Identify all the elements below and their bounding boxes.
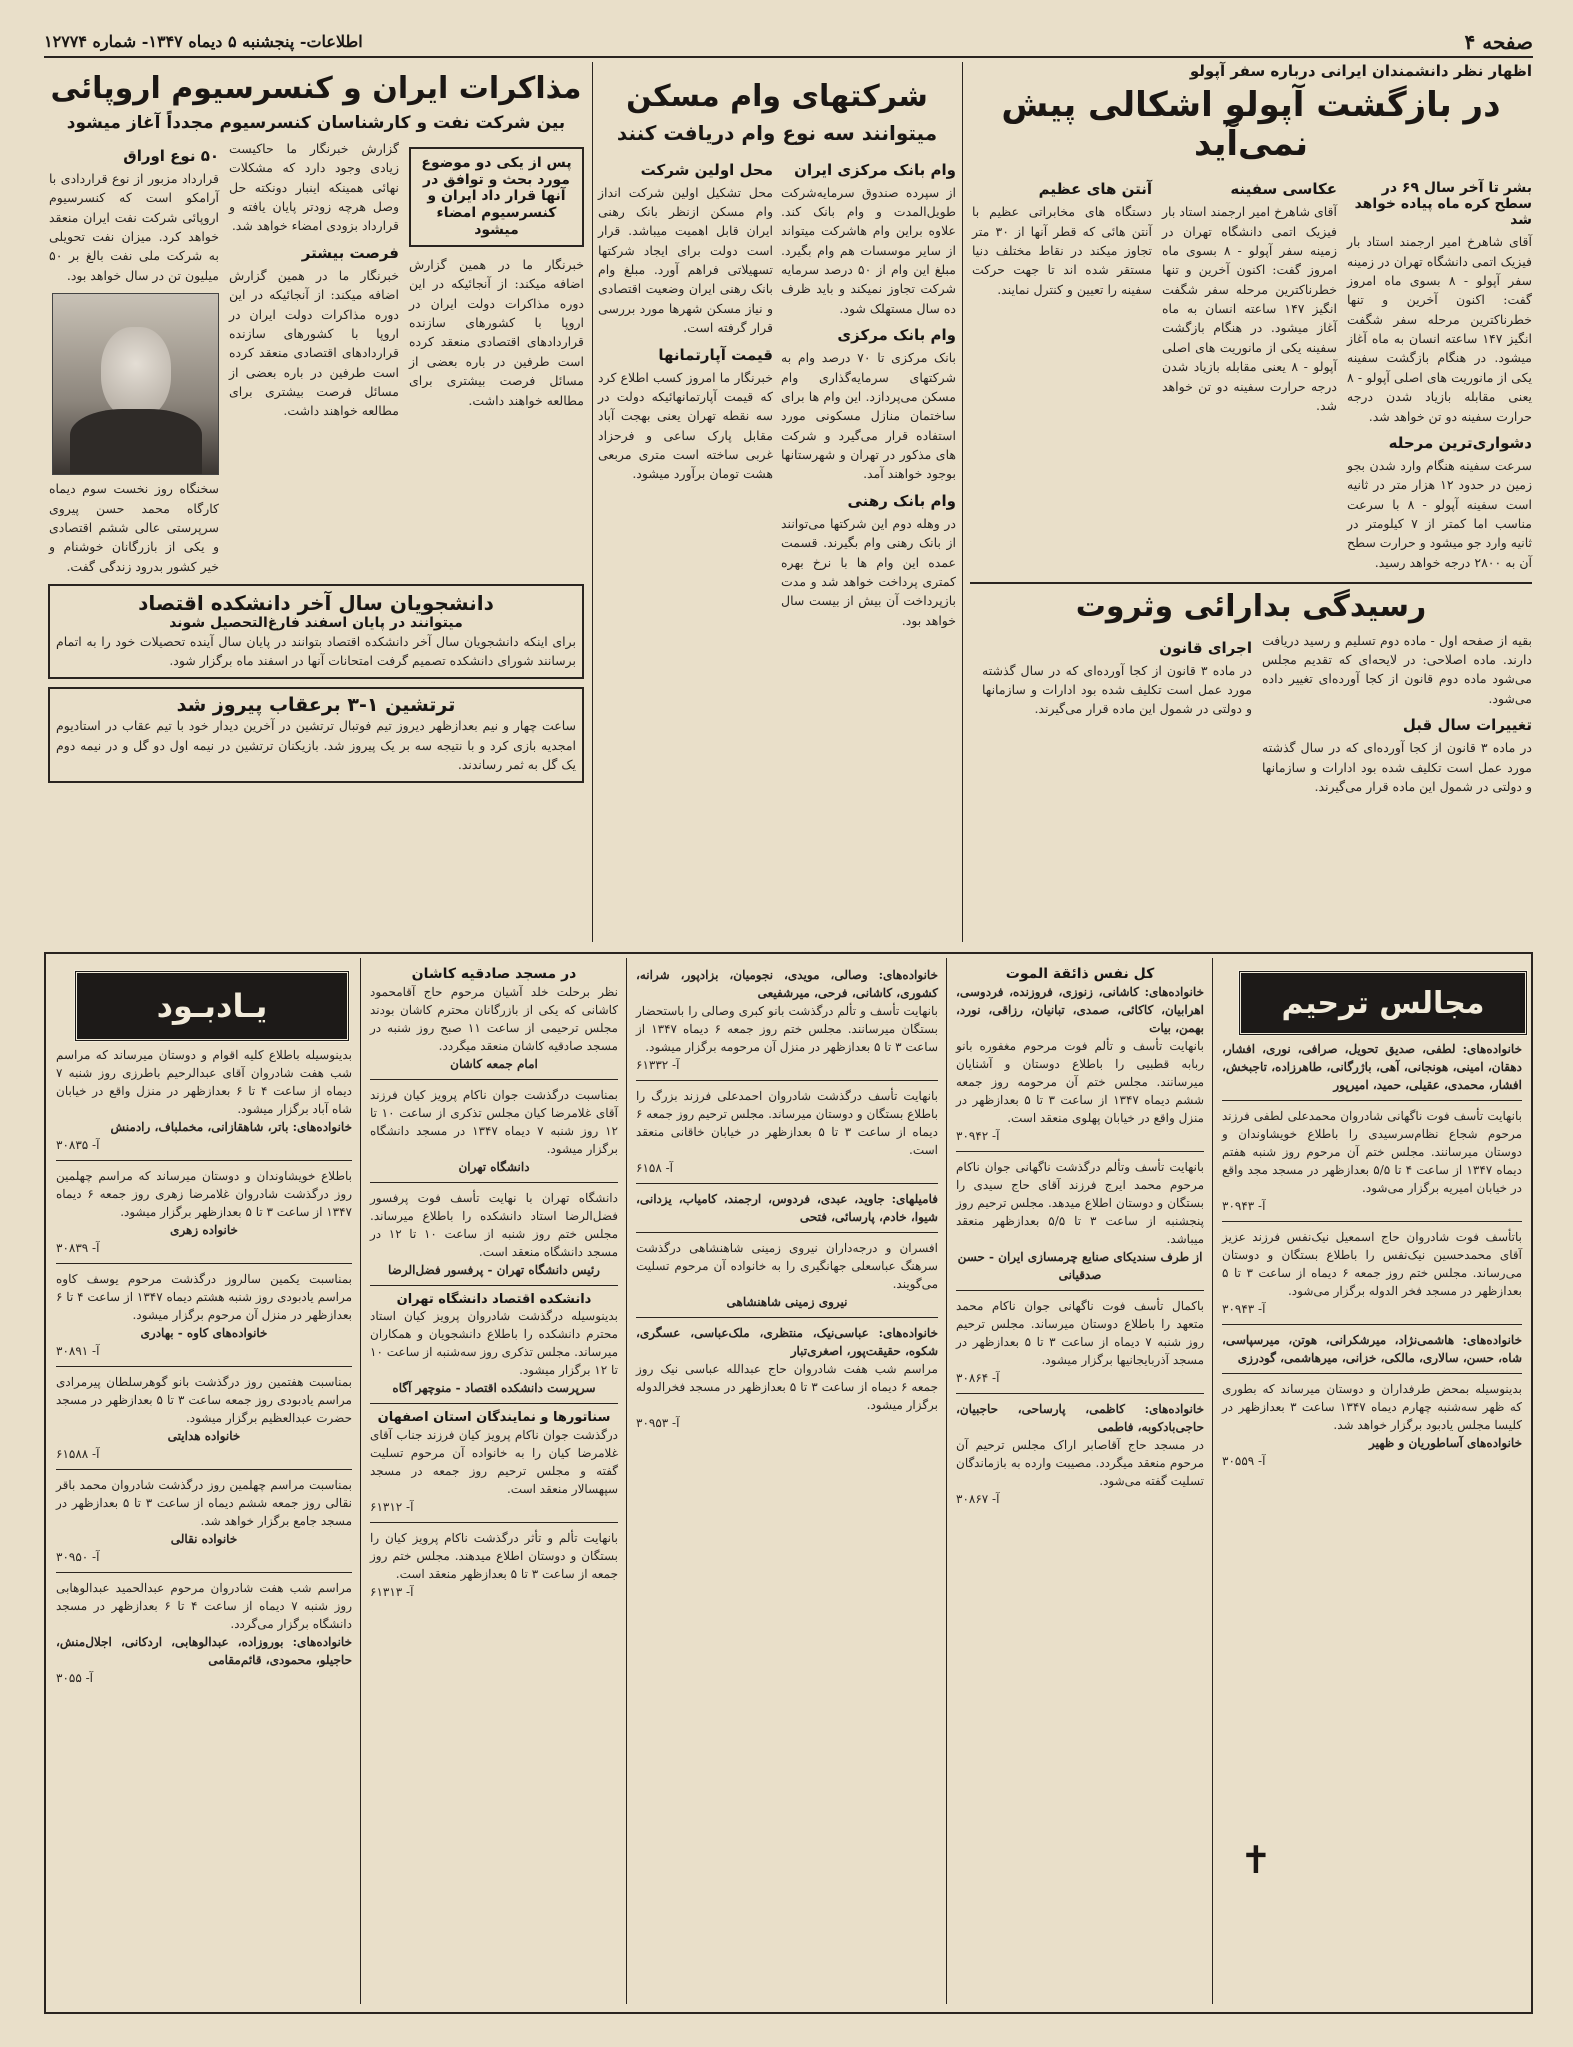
cross-icon: ✝ — [1240, 1838, 1272, 1882]
consortium-columns — [48, 139, 584, 576]
obituary-divider — [626, 958, 627, 2004]
notice-ref: آ- ۳۰۹۵۰ — [56, 1550, 100, 1564]
sports-head: ترتشین ۱-۳ برعقاب پیروز شد — [176, 693, 456, 716]
notice-ref: آ- ۳۰۹۴۳ — [1222, 1302, 1266, 1316]
notice-ref: آ- ۶۱۳۱۳ — [370, 1584, 414, 1599]
consortium-subcol-3 — [49, 139, 219, 576]
portrait-suit — [70, 409, 202, 474]
families-list: خانواده‌های کاوه - بهادری — [140, 1326, 268, 1340]
separator — [1222, 1100, 1522, 1101]
separator — [370, 1285, 618, 1286]
section-head: ۵۰ نوع اوراق — [123, 146, 219, 165]
notice-ref: آ- ۶۱۵۸ — [636, 1161, 673, 1175]
masthead-date: اطلاعات- پنجشنبه ۵ دیماه ۱۳۴۷- شماره ۱۲۷۷۴ — [44, 32, 363, 51]
housing-body-2: محل تشکیل اولین شرکت انداز وام مسکن ازنظر بانک رهنی ایران قابل اهمیت میباشد. قرار است دولت برای ایجاد شرکتها تسهیلاتی فراهم آورد. مبلغ وام بانک رهنی ایران وضعیت اقتصادی و نیاز مسکن شهرها مورد بررسی قرار گرفته است. — [598, 184, 773, 336]
notice: بمناسبت یکمین سالروز درگذشت مرحوم یوسف کاوه مراسم یادبودی روز شنبه هشتم دیماه ۱۳۴۷ از ساعت ۴ تا ۶ بعدازظهر در منزل آن مرحوم برگزار میشود. — [56, 1272, 353, 1322]
notice: بانهایت تأسف درگذشت شادروان احمدعلی فرزند بزرگ را باطلاع بستگان و دوستان میرساند. مجلس ترحیم روز جمعه ۶ دیماه از ساعت ۳ تا ۵ بعدازظهر در خیابان خاقانی منعقد است. — [636, 1089, 938, 1157]
notice: بمناسبت درگذشت جوان ناکام پرویز کیان فرزند آقای غلامرضا کیان مجلس تذکری از ساعت ۱۰ تا ۱۲ روز شنبه ۷ دیماه ۱۳۴۷ در مسجد دانشگاه برگزار میشود. — [370, 1087, 618, 1156]
separator — [1222, 1373, 1522, 1374]
notice: باتأسف فوت شادروان حاج اسمعیل نیک‌نفس فرزند عزیز آقای محمدحسین نیک‌نفس را باطلاع بستگان و دوستان می‌رساند. مجلس ختم روز جمعه ۶ دیماه از ساعت ۳ تا ۵ بعدازظهر در مسجد فخر الدوله برگزار می‌شود. — [1222, 1230, 1523, 1298]
section-head: دشواری‌ترین مرحله — [1388, 433, 1532, 452]
separator — [636, 1232, 938, 1233]
separator — [56, 1469, 352, 1470]
students-box — [48, 584, 584, 679]
apollo-subcol-2 — [1162, 172, 1337, 572]
notice: بانهایت تأسف فوت ناگهانی شادروان محمدعلی لطفی فرزند مرحوم شجاع نظام‌سرسیدی را باطلاع خویشاوندان و دوستان میرسانند. مجلس ختم آن مرحوم روز شنبه هفتم دیماه ۱۳۴۷ از ساعت ۴ تا ۵/۵ بعدازظهر در مسجد مجد واقع در خیابان امیریه برگزار می‌شود. — [1222, 1109, 1522, 1195]
banner-remembrance: یـادبـود — [74, 970, 350, 1042]
section-head: اجرای قانون — [1159, 638, 1252, 657]
separator — [56, 1366, 352, 1367]
notice-header: در مسجد صادقیه کاشان — [411, 966, 577, 982]
separator — [370, 1079, 618, 1080]
page-header — [44, 28, 1533, 58]
wealth-body-3: در ماده ۳ قانون از کجا آورده‌ای که در سال گذشته مورد عمل است تکلیف شده بود ادارات و سازمانها و دولتی در شمول این ماده قرار می‌گیرند. — [982, 662, 1252, 717]
families-list: فامیلهای: جاوید، عبدی، فردوس، ارجمند، کامیاب، یزدانی، شیوا، خادم، پارسائی، فتحی — [636, 1192, 938, 1224]
notice-ref: آ- ۳۰۵۵۹ — [1222, 1454, 1266, 1468]
separator — [956, 1290, 1204, 1291]
separator — [636, 1183, 938, 1184]
notice: بمناسبت مراسم چهلمین روز درگذشت شادروان محمد باقر نقالی روز جمعه ششم دیماه از ساعت ۳ تا ۵ بعدازظهر در مسجد جامع برگزار خواهد شد. — [56, 1478, 353, 1528]
section-head: تغییرات سال قبل — [1402, 716, 1532, 735]
notice: بانهایت تأسف وتألم درگذشت ناگهانی جوان ناکام مرحوم محمد ایرج فرزند آقای حاج سیدی را بستگان و دوستان اطلاع میدهد. مجلس ترحیم روز پنجشنبه از ساعت ۳ تا ۵/۵ بعدازظهر منعقد میباشد. — [956, 1159, 1204, 1246]
families-list: خانواده‌های: هاشمی‌نژاد، میرشکرانی، هوتن، میرسپاسی، شاه، حسن، سالاری، مالکی، خزانی، میرهاشمی، گودرزی — [1222, 1333, 1522, 1365]
wealth-body-2: در ماده ۳ قانون از کجا آورده‌ای که در سال گذشته مورد عمل است تکلیف شده بود ادارات و سازمانها و دولتی در شمول این ماده قرار می‌گیرند. — [1262, 740, 1532, 794]
notice-ref: آ- ۳۰۸۶۷ — [956, 1491, 1000, 1506]
housing-body-5: در وهله دوم این شرکتها می‌توانند از بانک رهنی وام بگیرند. قسمت عمده این وام ها با نرخ بهره کمتری پرداخت خواهد شد و مدت بازپرداخت آن بیش از بیست سال خواهد بود. — [781, 515, 956, 628]
notice: دانشگاه تهران با نهایت تأسف فوت پرفسور فضل‌الرضا استاد دانشکده را باطلاع میرساند. مجلس ختم روز شنبه از ساعت ۱۰ تا ۱۲ در مسجد دانشگاه منعقد است. — [370, 1190, 619, 1259]
consortium-body-3b: خبرنگار ما در همین گزارش اضافه میکند: از آنجائیکه در این دوره مذاکرات دولت ایران در اروپا با کشورهای سازنده قراردادهای اقتصادی منعقد کرده است طرفین در باره بعضی از مسائل فرصت بیشتری برای مطالعه خواهند داشت. — [229, 267, 399, 419]
housing-body-1: از سپرده صندوق سرمایه‌شرکت طویل‌المدت و وام بانک کند. علاوه براین وام هاشرکت میتواند از سایر موسسات هم وام بگیرد. مبلغ این وام از ۵۰ درصد سرمایه شرکت تجاوز نمیکند و باید ظرف ده سال مستهلک شود. — [781, 184, 956, 316]
headline-wealth: رسیدگی بدارائی وثروت — [1075, 589, 1427, 625]
wealth-columns — [970, 631, 1532, 797]
apollo-columns — [970, 172, 1532, 572]
separator — [56, 1263, 352, 1264]
notice-ref: سرپرست دانشکده اقتصاد - منوچهر آگاه — [392, 1381, 596, 1396]
notice-ref: آ- ۳۰۸۶۴ — [956, 1370, 1000, 1385]
section-head: قیمت آپارتمانها — [658, 345, 773, 364]
column-divider — [962, 62, 963, 942]
obituary-col-c — [636, 966, 938, 1432]
families-list: خانواده نقالی — [170, 1532, 238, 1546]
consortium-body-1: گزارش خبرنگار ما حاکیست زیادی وجود دارد که مشکلات نهائی همینکه اینبار دونکته حل وصل هرچه زودتر پایان یافته و قرارداد بزودی امضاء خواهد شد. — [229, 140, 399, 234]
headline-apollo: در بازگشت آپولو اشکالی پیش نمی‌آید — [1001, 85, 1501, 165]
kicker: اظهار نظر دانشمندان ایرانی درباره سفر آپولو — [1189, 62, 1532, 80]
banner-memorial: مجالس ترحیم — [1238, 970, 1528, 1036]
notice: باطلاع خویشاوندان و دوستان میرساند که مراسم چهلمین روز درگذشت شادروان غلامرضا زهری روز جمعه ۶ دیماه ۱۳۴۷ از ساعت ۳ تا ۵ بعدازظهر برگزار میشود. — [56, 1169, 352, 1219]
separator — [1222, 1221, 1522, 1222]
separator — [370, 1522, 618, 1523]
portrait-face — [101, 327, 171, 419]
notice: باکمال تأسف فوت ناگهانی جوان ناکام محمد متعهد را باطلاع دوستان میرساند. مجلس ترحیم روز شنبه ۷ دیماه از ساعت ۳ تا ۵ بعدازظهر در مسجد آذربایجانیها برگزار میشود. — [956, 1298, 1205, 1367]
families-list: خانواده‌های: بوروزاده، عبدالوهابی، اردکانی، اجلال‌منش، حاجیلو، محمودی، قائم‌مقامی — [56, 1635, 352, 1667]
consortium-body-2: قرارداد مزبور از نوع قراردادی با آرامکو است که کنسرسیوم اروپائی شرکت نفت ایران منعقد خواهد کرد. میزان نفت تحویلی به شرکت ملی نفت بالغ بر ۵۰ میلیون تن در سال خواهد بود. — [49, 170, 219, 283]
box-head: پس از یکی دو موضوع مورد بحث و توافق در آنها قرار داد ایران و کنسرسیوم امضاء میشود — [421, 154, 572, 239]
families-list: خانواده‌های: کاظمی، پارساحی، حاجبیان، حاجی‌بادکوبه، فاطمی — [956, 1401, 1204, 1434]
separator — [1222, 1324, 1522, 1325]
separator — [56, 1572, 352, 1573]
notice-ref: از طرف سندیکای صنایع چرمسازی ایران - حسن صدقیانی — [957, 1249, 1203, 1282]
column-apollo — [970, 62, 1532, 796]
notice-ref: رئیس دانشگاه تهران - پرفسور فضل‌الرضا — [388, 1262, 600, 1277]
consortium-subcol-2 — [229, 139, 399, 576]
section-head: آنتن های عظیم — [1038, 180, 1152, 199]
notice-ref: آ- ۶۱۵۸۸ — [56, 1447, 100, 1461]
headline-housing: شرکتهای وام مسکن — [626, 79, 928, 114]
consortium-body-3: خبرنگار ما در همین گزارش اضافه میکند: از آنجائیکه در این دوره مذاکرات دولت ایران در اروپا با کشورهای سازنده قراردادهای اقتصادی منعقد کرده است طرفین در باره بعضی از مسائل فرصت بیشتری برای مطالعه خواهند داشت. — [409, 256, 584, 408]
notice-ref: دانشگاه تهران — [458, 1159, 530, 1174]
housing-subcol-2 — [598, 153, 773, 631]
wealth-subcol-2 — [982, 631, 1252, 797]
housing-body-4: خبرنگار ما امروز کسب اطلاع کرد که قیمت آپارتمانهائیکه دولت در سه نقطه تهران یعنی بهجت آباد مقابل پارک ساعی و فرحزاد غربی ساخته است متری مربعی هشت تومان برآورد میشود. — [598, 369, 773, 482]
families-list: خانواده هدایتی — [167, 1429, 241, 1443]
section-head: وام بانک مرکزی — [837, 326, 956, 345]
obituary-col-a — [1222, 1040, 1522, 1470]
obituary-divider — [946, 958, 947, 2004]
notice-header: دانشکده اقتصاد دانشگاه تهران — [396, 1291, 592, 1307]
subhead-consortium: بین شرکت نفت و کارشناسان کنسرسیوم مجدداً آغاز میشود — [66, 112, 566, 133]
notice-ref: آ- ۳۰۸۳۹ — [56, 1241, 100, 1255]
notice-header: سناتورها و نمایندگان استان اصفهان — [377, 1410, 611, 1426]
students-head: دانشجویان سال آخر دانشکده اقتصاد — [138, 591, 494, 616]
separator — [56, 1160, 352, 1161]
obituary-divider — [360, 958, 361, 2004]
boxed-summary — [409, 147, 584, 247]
wealth-body-1: بقیه از صفحه اول - ماده دوم تسلیم و رسید دریافت دارند. ماده اصلاحی: در لایحه‌ای که تقدیم مجلس می‌شود ماده دوم قانون از کجا آورده‌ای تغییر داده می‌شود. — [1262, 632, 1532, 706]
separator — [370, 1182, 618, 1183]
obituary-col-e — [56, 1046, 352, 1687]
notice: درگذشت جوان ناکام پرویز کیان فرزند جناب آقای غلامرضا کیان را به خانواده آن مرحوم تسلیت گفته و مجلس ترحیم روز جمعه در مسجد سپهسالار منعقد است. — [370, 1427, 618, 1496]
families-list: خانواده زهری — [170, 1223, 238, 1237]
families-list: خانواده‌های آساطوریان و ظهیر — [1368, 1436, 1522, 1450]
notice-ref: آ- ۳۰۹۴۲ — [956, 1128, 1000, 1143]
apollo-body-1: آقای شاهرخ امیر ارجمند استاد بار فیزیک اتمی دانشگاه تهران در زمینه سفر آپولو - ۸ بسوی ماه امروز گفت: اکنون آخرین و تنها خطرناکترین مرحله سفر شگفت انگیز ۱۴۷ ساعته انسان به ماه آغاز میشود. در هنگام بازگشت سفینه یکی از مانوریت های اصلی آپولو - ۸ یعنی مقابله بازیاد شدن درجه حرارت سفینه دو تن خواهد شد. — [1347, 234, 1532, 424]
apollo-body-2: دستگاه های مخابراتی عظیم با آنتن هائی که قطر آنها از ۳۰ متر تجاوز میکند در نقاط مختلف دنیا مستقر شده اند تا جهت حرکت سفینه را تعیین و کنترل نمایند. — [972, 204, 1152, 297]
notice-ref: امام جمعه کاشان — [450, 1056, 538, 1071]
notice: بانهایت تألم و تأثر درگذشت ناکام پرویز کیان را بستگان و دوستان اطلاع میدهند. مجلس ختم روز جمعه از ساعت ۳ تا ۵ بعدازظهر منعقد است. — [370, 1530, 618, 1581]
notice: بانهایت تأسف و تألم درگذشت بانو کبری وصالی را باستحضار بستگان میرسانند. مجلس ختم روز جمعه ۶ دیماه ۱۳۴۷ از ساعت ۳ تا ۵ بعدازظهر در منزل آن مرحومه برگزار میشود. — [636, 1004, 938, 1054]
photo-caption: سخنگاه روز نخست سوم دیماه کارگاه محمد حسن پیروی سرپرستی عالی ششم اقتصادی و یکی از بازرگانان خوشنام و خیر کشور بدرود زندگی گفت. — [49, 481, 219, 574]
notice-ref: آ- ۶۱۳۳۲ — [636, 1058, 680, 1072]
obituary-col-d — [370, 966, 618, 1601]
students-body: برای اینکه دانشجویان سال آخر دانشکده اقتصاد بتوانند در پایان سال آینده تحصیلات خود را به اتمام برسانند شورای دانشکده تصمیم گرفت امتحانات آنها در اسفند ماه برگزار شود. — [56, 633, 576, 669]
column-consortium — [48, 62, 584, 791]
sports-body: ساعت چهار و نیم بعدازظهر دیروز تیم فوتبال ترتشین در آخرین دیدار خود با تیم عقاب در استادیوم امجدیه بازی کرد و با نتیجه سه بر یک پیروز شد. بازیکنان ترتشین در نیمه اول دو گل و در نیمه دوم یک گل به ثمر رساندند. — [56, 718, 576, 773]
lead-title: بشر تا آخر سال ۶۹ در سطح کره ماه پیاده خواهد شد — [1354, 180, 1532, 229]
families-list: خانواده‌های: لطفی، صدیق تحویل، صرافی، نوری، افشار، دهقان، امینی، هونجانی، آهی، باژرگانی، طاهرزاده، تاجبخش، افشار، محمدی، عقیلی، حمید، امیرپور — [1222, 1042, 1522, 1092]
notice: بدینوسیله باطلاع کلیه اقوام و دوستان میرساند که مراسم شب هفت شادروان آقای عبدالرحیم باطرزی روز شنبه ۷ دیماه از ساعت ۴ تا ۶ بعدازظهر در منزل واقع در خیابان شاه آباد برگزار میشود. — [56, 1048, 352, 1116]
separator — [956, 1393, 1204, 1394]
notice: در مسجد حاج آقاصابر اراک مجلس ترحیم آن مرحوم منعقد میگردد. مصیبت وارده به بازماندگان تسلیت گفته می‌شود. — [956, 1437, 1204, 1488]
notice: بانهایت تأسف و تألم فوت مرحوم مغفوره بانو ربابه قطبیی را باطلاع دوستان و آشنایان میرسانند. مجلس ختم آن مرحومه روز جمعه ششم دیماه ۱۳۴۷ از ساعت ۳ تا ۵ بعدازظهر در منزل واقع در خیابان پهلوی منعقد است. — [956, 1038, 1204, 1125]
apollo-subcol-1 — [1347, 172, 1532, 572]
section-head: فرصت بیشتر — [301, 243, 399, 262]
families-list: خانواده‌های: باتر، شاهقازانی، مخملباف، رادمنش — [110, 1120, 352, 1134]
notice: بدینوسیله بمحض طرفداران و دوستان میرساند که بطوری که ظهر سه‌شنبه چهارم دیماه ۱۳۴۷ ساعت ۳ بعدازظهر در کلیسا مجلس یادبود برگزار خواهد شد. — [1222, 1382, 1522, 1432]
families-list: خانواده‌های: عباسی‌نیک، منتظری، ملک‌عباسی، عسگری، شکوه، حقیقت‌پور، اصغری‌تبار — [636, 1326, 938, 1358]
obituary-col-b — [956, 966, 1204, 1508]
wealth-article — [970, 582, 1532, 796]
notice-ref: آ- ۳۰۵۵ — [56, 1671, 93, 1685]
wealth-subcol-1 — [1262, 631, 1532, 797]
notice: بدینوسیله درگذشت شادروان پرویز کیان استاد محترم دانشکده را باطلاع دانشجویان و همکاران میرساند. مجلس تذکری روز سه‌شنبه از ساعت ۱۰ تا ۱۲ برگزار میشود. — [370, 1309, 618, 1378]
notice-ref: آ- ۳۰۹۵۳ — [636, 1416, 680, 1430]
families-list: خانواده‌های: وصالی، مویدی، نجومیان، بزادپور، شرانه، کشوری، کاشانی، فرحی، میرشفیعی — [636, 968, 938, 1000]
apollo-body-3: سرعت سفینه هنگام وارد شدن بجو زمین در حدود ۱۲ هزار متر در ثانیه است سفینه آپولو - ۸ با سرعت مناسب اما کمتر از ۷ کیلومتر در ثانیه وارد جو میشود و حرارت سطح آن به ۲۸۰۰ درجه خواهد رسید. — [1347, 457, 1532, 570]
page-number: صفحه ۴ — [1464, 30, 1533, 54]
students-sub: میتوانند در پایان اسفند فارغ‌التحصیل شوند — [169, 615, 463, 632]
notice: نظر برحلت خلد آشیان مرحوم حاج آقامحمود کاشانی که یکی از بازرگانان محترم کاشان بودند مجلس ترحیمی از ساعت ۱۱ صبح روز شنبه در مسجد صادقیه کاشان منعقد میگردد. — [370, 984, 618, 1053]
notice-ref: آ- ۶۱۳۱۲ — [370, 1499, 414, 1514]
notice: بمناسبت هفتمین روز درگذشت بانو گوهرسلطان پیرمرادی مراسم یادبودی روز جمعه ساعت ۳ تا ۵ بعدازظهر در مسجد حضرت عبدالعظیم برگزار میشود. — [56, 1375, 352, 1425]
housing-body-3: بانک مرکزی تا ۷۰ درصد وام به شرکتهای سرمایه‌گذاری وام مسکن می‌پردازد. این وام ها برای ساختمان منازل مسکونی مورد استفاده قرار می‌گیرد و شرکت های مذکور در تهران و شهرستانها بوجود خواهند آمد. — [781, 350, 956, 482]
section-head: محل اولین شرکت — [640, 160, 773, 179]
section-head: وام بانک رهنی — [847, 491, 956, 510]
notice-ref: آ- ۳۰۹۴۳ — [1222, 1199, 1266, 1213]
section-head: وام بانک مرکزی ایران — [794, 160, 956, 179]
column-divider — [592, 62, 593, 942]
families-list: خانواده‌های: کاشانی، زنوزی، فروزنده، فردوسی، اهرابیان، کاکائی، صمدی، تبانیان، رزاقی، نورد، بهمن، بیات — [956, 984, 1204, 1035]
separator — [636, 1317, 938, 1318]
consortium-subcol-1 — [409, 139, 584, 576]
notice-header: کل نفس ذائقة الموت — [1005, 966, 1155, 982]
separator — [956, 1151, 1204, 1152]
housing-subcol-1 — [781, 153, 956, 631]
notice-ref: آ- ۳۰۸۳۵ — [56, 1138, 100, 1152]
portrait-photo — [52, 293, 219, 475]
section-head: عکاسی سفینه — [1230, 180, 1337, 199]
headline-consortium: مذاکرات ایران و کنسرسیوم اروپائی — [50, 71, 582, 106]
subhead-housing: میتوانند سه نوع وام دریافت کنند — [616, 120, 938, 145]
column-housing — [598, 62, 956, 630]
housing-columns — [598, 153, 956, 631]
notice: مراسم شب هفت شادروان حاج عبدالله عباسی نیک روز جمعه ۶ دیماه از ساعت ۳ تا ۵ بعدازظهر در مسجد فخرالدوله برگزار میشود. — [636, 1362, 938, 1412]
apollo-subcol-3 — [972, 172, 1152, 572]
obituary-divider — [1212, 958, 1213, 2004]
notice-ref: آ- ۳۰۸۹۱ — [56, 1344, 100, 1358]
notice: مراسم شب هفت شادروان مرحوم عبدالحمید عبدالوهابی روز شنبه ۷ دیماه از ساعت ۴ تا ۶ بعدازظهر در مسجد دانشگاه برگزار می‌گردد. — [56, 1581, 352, 1631]
separator — [370, 1403, 618, 1404]
notice: افسران و درجه‌داران نیروی زمینی شاهنشاهی درگذشت سرهنگ عباسعلی جهانگیری را به خانواده آن مرحوم تسلیت می‌گویند. — [636, 1241, 938, 1291]
sports-box — [48, 687, 584, 783]
notice-ref: نیروی زمینی شاهنشاهی — [726, 1295, 848, 1309]
apollo-body-1b: آقای شاهرخ امیر ارجمند استاد بار فیزیک اتمی دانشگاه تهران در زمینه سفر آپولو - ۸ بسوی ماه امروز گفت: اکنون آخرین و تنها خطرناکترین مرحله سفر شگفت انگیز ۱۴۷ ساعته انسان به ماه آغاز میشود. در هنگام بازگشت سفینه یکی از مانوریت های اصلی آپولو - ۸ یعنی مقابله بازیاد شدن درجه حرارت سفینه دو تن خواهد شد. — [1162, 204, 1338, 413]
separator — [636, 1080, 938, 1081]
